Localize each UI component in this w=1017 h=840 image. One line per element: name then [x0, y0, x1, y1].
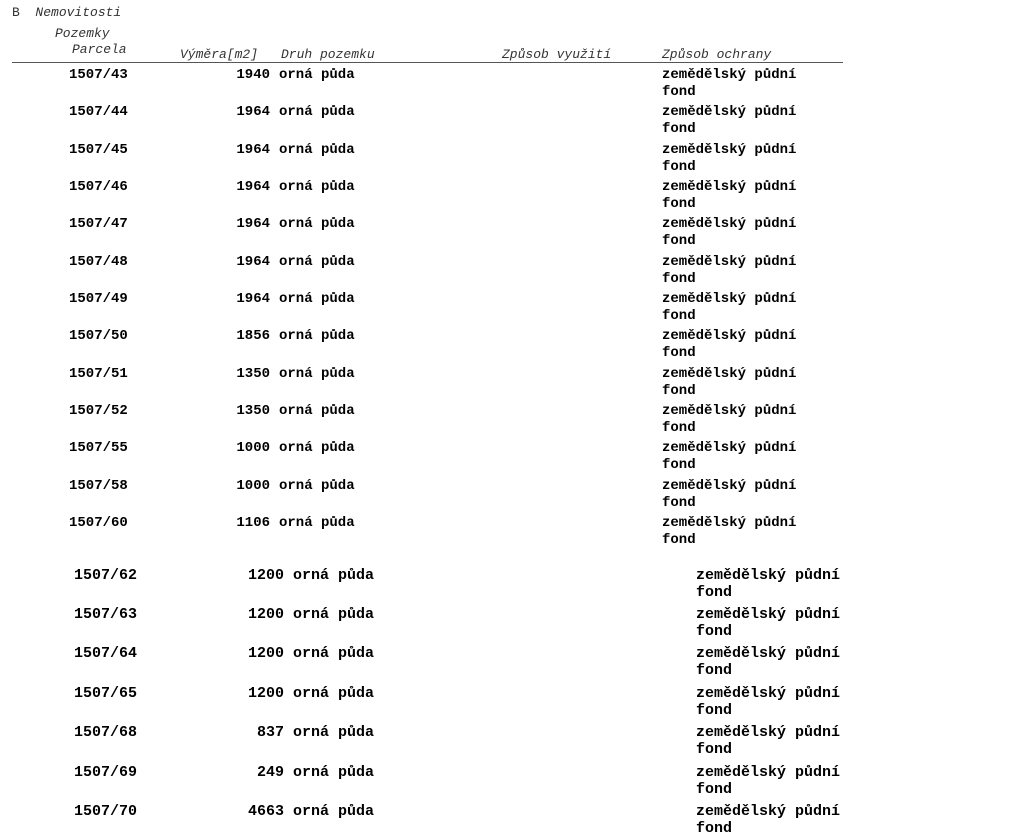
header-divider	[12, 62, 843, 63]
ochrana-cell: zemědělský půdní	[662, 478, 797, 494]
table-row	[0, 67, 1017, 101]
vymera-cell: 1350	[236, 366, 270, 382]
ochrana-cell: zemědělský půdní	[696, 567, 841, 584]
parcela-cell: 1507/60	[69, 515, 128, 531]
vymera-cell: 249	[256, 764, 284, 781]
table-row	[0, 567, 1017, 601]
ochrana-cell-cont: fond	[696, 820, 733, 837]
ochrana-cell: zemědělský půdní	[662, 291, 797, 307]
section-title: Nemovitosti	[35, 5, 122, 20]
parcela-cell: 1507/45	[69, 142, 128, 158]
table-row	[0, 685, 1017, 719]
table-row	[0, 291, 1017, 325]
ochrana-cell: zemědělský půdní	[662, 104, 797, 120]
table-row	[0, 216, 1017, 250]
druh-cell: orná půda	[279, 328, 355, 344]
table-row	[0, 104, 1017, 138]
parcela-cell: 1507/47	[69, 216, 128, 232]
parcela-cell: 1507/48	[69, 254, 128, 270]
ochrana-cell-cont: fond	[662, 420, 696, 436]
ochrana-cell: zemědělský půdní	[662, 366, 797, 382]
header-druh-pozemku: Druh pozemku	[281, 47, 375, 62]
table-row	[0, 764, 1017, 798]
header-vymera: Výměra[m2]	[180, 47, 259, 62]
druh-cell: orná půda	[293, 685, 375, 702]
vymera-cell: 4663	[247, 803, 284, 820]
table-row	[0, 645, 1017, 679]
druh-cell: orná půda	[279, 291, 355, 307]
parcela-cell: 1507/43	[69, 67, 128, 83]
table-row	[0, 366, 1017, 400]
ochrana-cell: zemědělský půdní	[696, 685, 841, 702]
ochrana-cell: zemědělský půdní	[662, 254, 797, 270]
parcela-cell: 1507/58	[69, 478, 128, 494]
parcela-cell: 1507/44	[69, 104, 128, 120]
vymera-cell: 837	[256, 724, 284, 741]
table-row	[0, 440, 1017, 474]
header-zpusob-ochrany: Způsob ochrany	[662, 47, 772, 62]
druh-cell: orná půda	[279, 142, 355, 158]
ochrana-cell-cont: fond	[662, 233, 696, 249]
table-row	[0, 803, 1017, 837]
vymera-cell: 1964	[236, 254, 270, 270]
section-letter: B	[12, 5, 20, 20]
ochrana-cell-cont: fond	[662, 121, 696, 137]
vymera-cell: 1856	[236, 328, 270, 344]
druh-cell: orná půda	[279, 216, 355, 232]
parcela-cell: 1507/62	[74, 567, 138, 584]
ochrana-cell: zemědělský půdní	[662, 515, 797, 531]
ochrana-cell-cont: fond	[696, 623, 733, 640]
druh-cell: orná půda	[293, 645, 375, 662]
ochrana-cell-cont: fond	[662, 345, 696, 361]
parcela-cell: 1507/65	[74, 685, 138, 702]
druh-cell: orná půda	[279, 440, 355, 456]
ochrana-cell-cont: fond	[662, 457, 696, 473]
ochrana-cell: zemědělský půdní	[696, 803, 841, 820]
ochrana-cell-cont: fond	[662, 84, 696, 100]
ochrana-cell: zemědělský půdní	[696, 606, 841, 623]
parcela-cell: 1507/49	[69, 291, 128, 307]
druh-cell: orná půda	[279, 254, 355, 270]
ochrana-cell: zemědělský půdní	[662, 142, 797, 158]
druh-cell: orná půda	[293, 764, 375, 781]
druh-cell: orná půda	[293, 567, 375, 584]
vymera-cell: 1200	[247, 645, 284, 662]
table-row	[0, 179, 1017, 213]
parcela-cell: 1507/50	[69, 328, 128, 344]
vymera-cell: 1964	[236, 142, 270, 158]
vymera-cell: 1000	[236, 478, 270, 494]
parcela-cell: 1507/64	[74, 645, 138, 662]
druh-cell: orná půda	[279, 366, 355, 382]
ochrana-cell-cont: fond	[696, 584, 733, 601]
header-zpusob-vyuziti: Způsob využití	[502, 47, 612, 62]
parcela-cell: 1507/70	[74, 803, 138, 820]
table-row	[0, 403, 1017, 437]
vymera-cell: 1106	[236, 515, 270, 531]
parcela-cell: 1507/69	[74, 764, 138, 781]
vymera-cell: 1964	[236, 104, 270, 120]
table-row	[0, 478, 1017, 512]
header-group-pozemky: Pozemky	[55, 26, 110, 41]
ochrana-cell-cont: fond	[662, 532, 696, 548]
druh-cell: orná půda	[279, 515, 355, 531]
parcela-cell: 1507/52	[69, 403, 128, 419]
table-row	[0, 724, 1017, 758]
table-row	[0, 515, 1017, 549]
ochrana-cell: zemědělský půdní	[662, 440, 797, 456]
vymera-cell: 1200	[247, 567, 284, 584]
ochrana-cell-cont: fond	[696, 662, 733, 679]
table-row	[0, 606, 1017, 640]
header-parcela: Parcela	[72, 42, 127, 57]
ochrana-cell-cont: fond	[662, 383, 696, 399]
druh-cell: orná půda	[293, 606, 375, 623]
section-heading	[12, 5, 121, 20]
ochrana-cell-cont: fond	[696, 781, 733, 798]
parcela-cell: 1507/46	[69, 179, 128, 195]
druh-cell: orná půda	[279, 104, 355, 120]
druh-cell: orná půda	[293, 803, 375, 820]
table-row	[0, 328, 1017, 362]
druh-cell: orná půda	[293, 724, 375, 741]
ochrana-cell: zemědělský půdní	[662, 403, 797, 419]
ochrana-cell-cont: fond	[662, 495, 696, 511]
ochrana-cell: zemědělský půdní	[662, 216, 797, 232]
vymera-cell: 1964	[236, 291, 270, 307]
ochrana-cell: zemědělský půdní	[696, 724, 841, 741]
ochrana-cell: zemědělský půdní	[696, 645, 841, 662]
parcela-cell: 1507/51	[69, 366, 128, 382]
druh-cell: orná půda	[279, 403, 355, 419]
ochrana-cell-cont: fond	[662, 196, 696, 212]
vymera-cell: 1940	[236, 67, 270, 83]
parcela-cell: 1507/63	[74, 606, 138, 623]
druh-cell: orná půda	[279, 179, 355, 195]
druh-cell: orná půda	[279, 478, 355, 494]
parcela-cell: 1507/68	[74, 724, 138, 741]
table-row	[0, 254, 1017, 288]
ochrana-cell-cont: fond	[662, 159, 696, 175]
parcela-cell: 1507/55	[69, 440, 128, 456]
ochrana-cell: zemědělský půdní	[662, 328, 797, 344]
vymera-cell: 1964	[236, 179, 270, 195]
ochrana-cell: zemědělský půdní	[696, 764, 841, 781]
druh-cell: orná půda	[279, 67, 355, 83]
ochrana-cell-cont: fond	[696, 702, 733, 719]
ochrana-cell-cont: fond	[662, 308, 696, 324]
ochrana-cell: zemědělský půdní	[662, 67, 797, 83]
ochrana-cell: zemědělský půdní	[662, 179, 797, 195]
table-row	[0, 142, 1017, 176]
vymera-cell: 1350	[236, 403, 270, 419]
ochrana-cell-cont: fond	[662, 271, 696, 287]
vymera-cell: 1000	[236, 440, 270, 456]
vymera-cell: 1200	[247, 685, 284, 702]
vymera-cell: 1200	[247, 606, 284, 623]
ochrana-cell-cont: fond	[696, 741, 733, 758]
vymera-cell: 1964	[236, 216, 270, 232]
